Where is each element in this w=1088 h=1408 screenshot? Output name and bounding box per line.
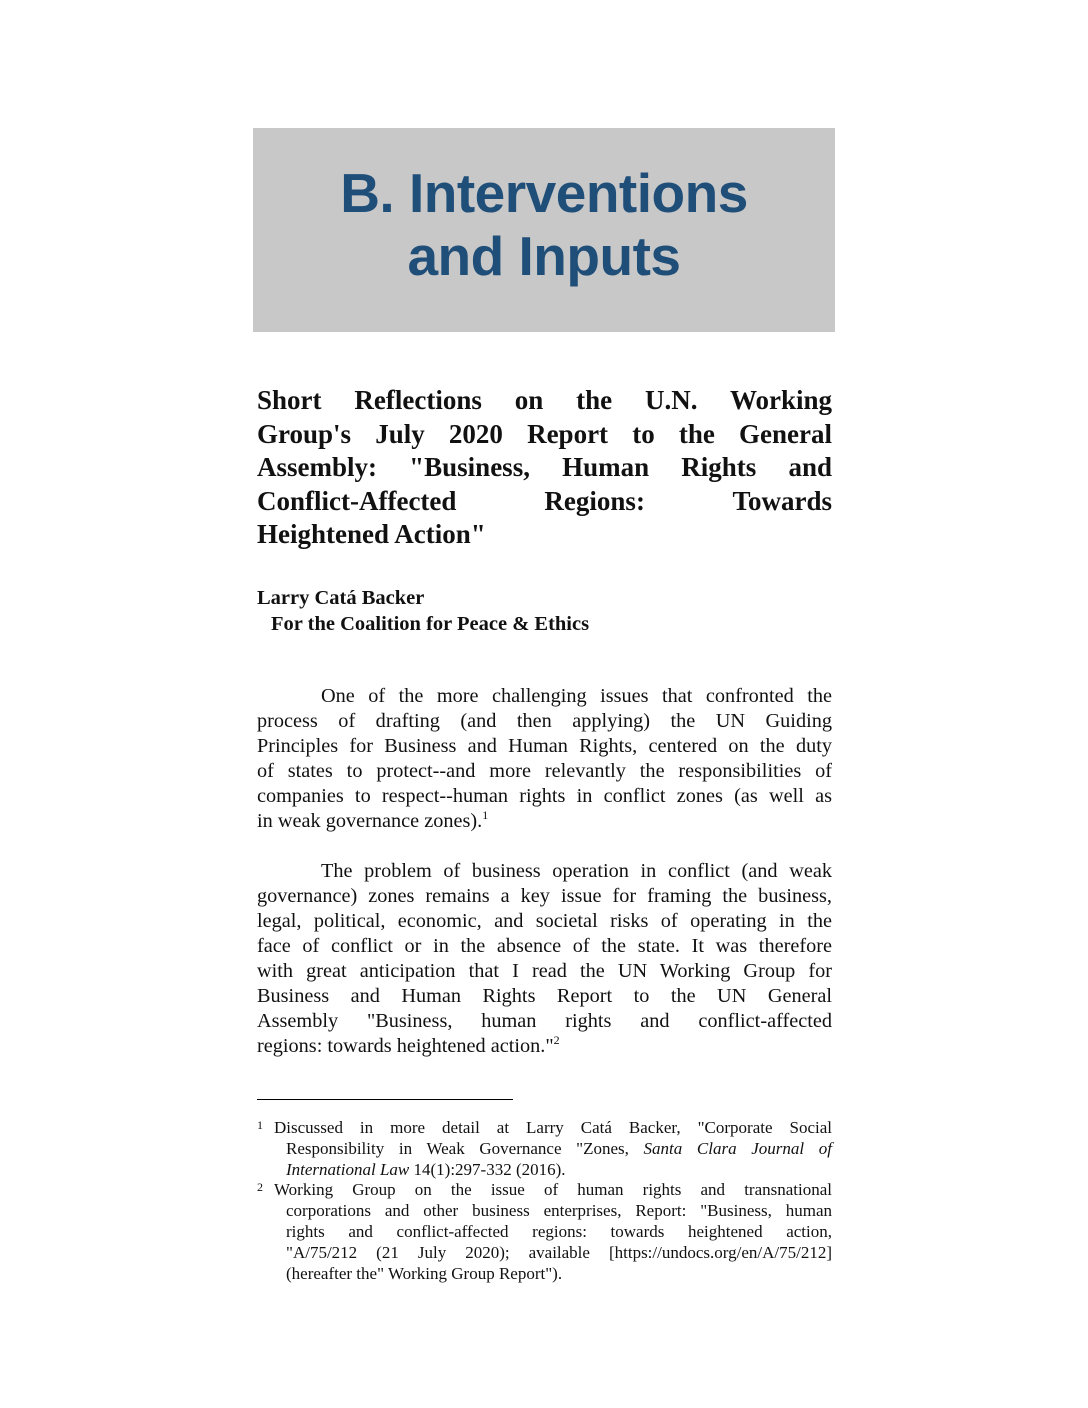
title-line: Group's July 2020 Report to the General — [257, 418, 832, 449]
text-line: Assembly "Business, human rights and conflict-affected — [257, 1010, 832, 1032]
title-line: Short Reflections on the U.N. Working — [257, 385, 832, 415]
section-heading-line-1: B. Interventions — [340, 162, 748, 224]
title-line: Assembly: "Business, Human Rights and — [257, 452, 832, 482]
footnote-line: rights and conflict-affected regions: towards heightened action, — [286, 1222, 832, 1241]
text-fragment: in weak governance zones). — [257, 810, 483, 832]
footnote-2 — [257, 1177, 832, 1284]
footnote-divider — [257, 1099, 513, 1100]
footnote-1 — [257, 1115, 832, 1180]
text-line-last — [257, 1034, 832, 1059]
footnote-mark: 1 — [257, 1118, 263, 1132]
author-name: Larry Catá Backer — [257, 587, 425, 609]
footnote-mark: 2 — [257, 1180, 263, 1194]
title-line: Conflict-Affected Regions: Towards — [257, 485, 832, 516]
footnote-line — [257, 1177, 832, 1200]
footnote-line: (hereafter the" Working Group Report"). — [286, 1264, 563, 1283]
footnote-text: Discussed in more detail at Larry Catá Backer, "Corporate Social — [274, 1118, 832, 1137]
journal-name: International Law — [286, 1160, 410, 1179]
article-title — [257, 384, 832, 552]
text-line: Principles for Business and Human Rights, centered on the duty — [257, 735, 832, 757]
text-line: of states to protect--and more relevantly the responsibilities of — [257, 760, 832, 782]
text-line: process of drafting (and then applying) the UN Guiding — [257, 710, 832, 732]
text-line: The problem of business operation in conflict (and weak — [321, 860, 832, 882]
footnote-line — [257, 1138, 832, 1159]
text-line: legal, political, economic, and societal risks of operating in the — [257, 910, 832, 932]
text-line-last — [257, 809, 832, 834]
footnote-line: corporations and other business enterprises, Report: "Business, human — [286, 1201, 832, 1220]
text-fragment: regions: towards heightened action." — [257, 1035, 554, 1057]
footnote-line — [257, 1115, 832, 1138]
title-line: Heightened Action" — [257, 519, 486, 549]
text-line: with great anticipation that I read the UN Working Group for — [257, 960, 832, 982]
footnote-ref-1[interactable]: 1 — [482, 808, 489, 823]
text-line: One of the more challenging issues that confronted the — [321, 685, 832, 707]
footnote-ref-2[interactable]: 2 — [553, 1033, 560, 1048]
body-paragraph-2 — [257, 859, 832, 1059]
footnote-line: "A/75/212 (21 July 2020); available [https://undocs.org/en/A/75/212] — [286, 1243, 832, 1262]
footnote-text: Responsibility in Weak Governance "Zones, — [286, 1139, 644, 1158]
footnote-text: 14(1):297-332 (2016). — [409, 1160, 566, 1179]
journal-name: Santa Clara Journal of — [643, 1139, 832, 1158]
text-line: face of conflict or in the absence of the state. It was therefore — [257, 935, 832, 957]
footnote-text: Working Group on the issue of human rights and transnational — [274, 1180, 832, 1199]
text-line: Business and Human Rights Report to the UN General — [257, 985, 832, 1007]
text-line: companies to respect--human rights in conflict zones (as well as — [257, 785, 832, 807]
author-affiliation: For the Coalition for Peace & Ethics — [271, 613, 590, 635]
body-paragraph-1 — [257, 684, 832, 834]
text-line: governance) zones remains a key issue for framing the business, — [257, 885, 832, 907]
section-banner — [253, 128, 835, 332]
section-heading — [253, 162, 835, 288]
section-heading-line-2: and Inputs — [407, 225, 681, 287]
